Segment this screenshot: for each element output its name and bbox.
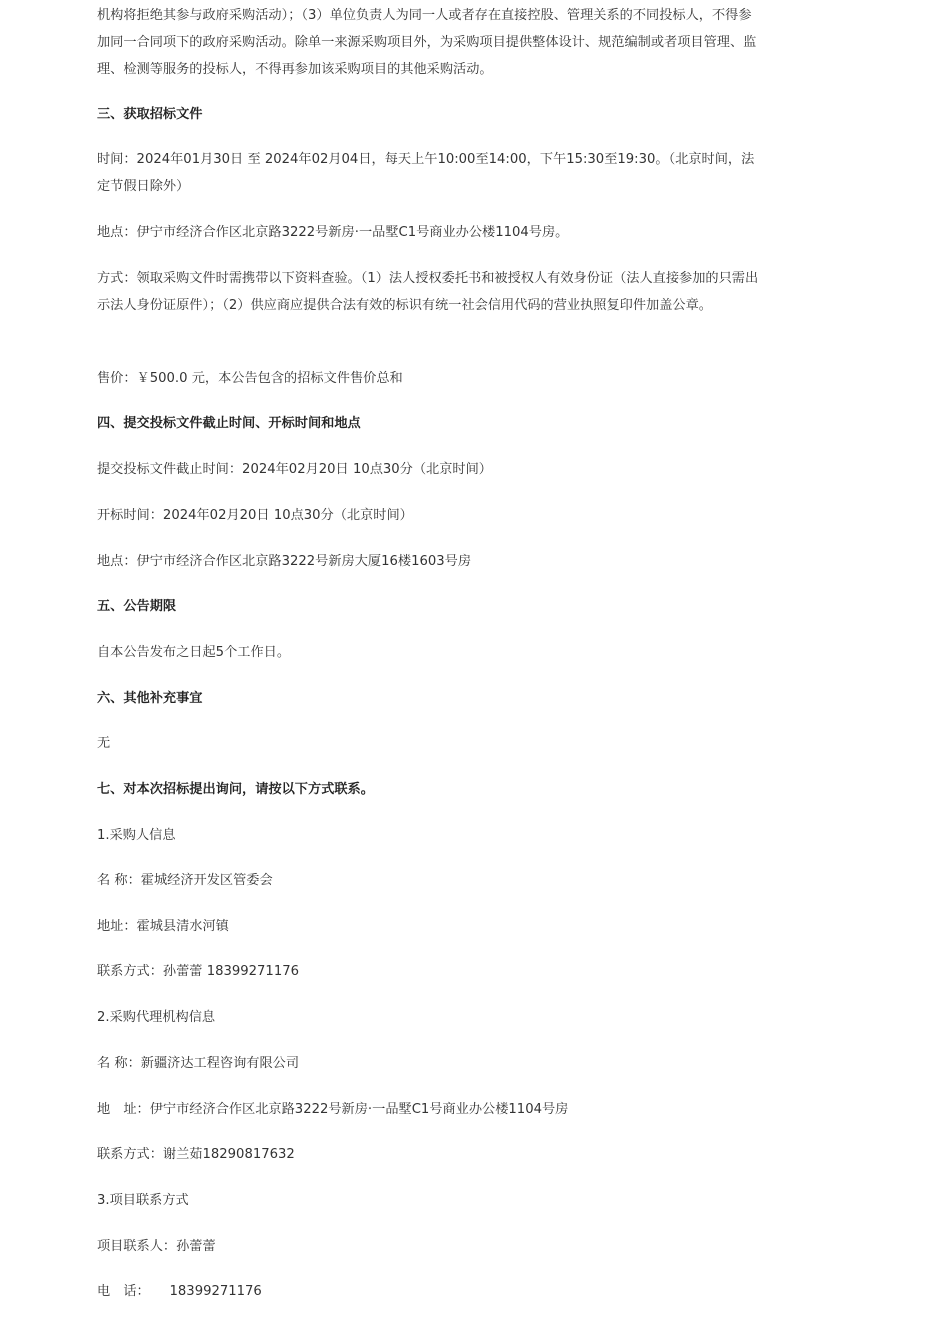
section4-deadline: 提交投标文件截止时间：2024年02月20日 10点30分（北京时间） bbox=[97, 462, 492, 477]
agency-info-title: 2.采购代理机构信息 bbox=[97, 1010, 216, 1025]
section3-price: 售价：￥500.0 元，本公告包含的招标文件售价总和 bbox=[97, 371, 403, 386]
purchaser-name: 名 称：霍城经济开发区管委会 bbox=[97, 873, 273, 888]
project-contact-title: 3.项目联系方式 bbox=[97, 1193, 189, 1208]
intro-continued-paragraph: 机构将拒绝其参与政府采购活动）；（3）单位负责人为同一人或者存在直接控股、管理关系的不同投标人，不得参加同一合同项下的政府采购活动。除单一来源采购项目外，为采购项目提供整体设计、规范编制或者项目管理、监理、检测等服务的投标人，不得再参加该采购项目的其他采购活动。 bbox=[97, 8, 757, 77]
section7-heading: 七、对本次招标提出询问，请按以下方式联系。 bbox=[97, 782, 374, 797]
project-phone: 电 话： 18399271176 bbox=[97, 1284, 262, 1299]
section6-heading: 六、其他补充事宜 bbox=[97, 691, 203, 706]
section3-heading: 三、获取招标文件 bbox=[97, 107, 203, 122]
purchaser-info-title: 1.采购人信息 bbox=[97, 828, 176, 843]
section6-text: 无 bbox=[97, 736, 111, 751]
section5-text: 自本公告发布之日起5个工作日。 bbox=[97, 645, 291, 660]
agency-contact: 联系方式：谢兰茹18290817632 bbox=[97, 1147, 295, 1162]
section4-heading: 四、提交投标文件截止时间、开标时间和地点 bbox=[97, 416, 361, 431]
agency-name: 名 称：新疆济达工程咨询有限公司 bbox=[97, 1056, 300, 1071]
section5-heading: 五、公告期限 bbox=[97, 599, 177, 614]
section3-method: 方式：领取采购文件时需携带以下资料查验。（1）法人授权委托书和被授权人有效身份证（法人直接参加的只需出示法人身份证原件）；（2）供应商应提供合法有效的标识有统一社会信用代码的营业执照复印件加盖公章。 bbox=[97, 271, 759, 313]
section4-opening: 开标时间：2024年02月20日 10点30分（北京时间） bbox=[97, 508, 413, 523]
purchaser-contact: 联系方式：孙蕾蕾 18399271176 bbox=[97, 964, 299, 979]
section4-location: 地点：伊宁市经济合作区北京路3222号新房大厦16楼1603号房 bbox=[97, 554, 472, 569]
agency-address: 地 址：伊宁市经济合作区北京路3222号新房·一品墅C1号商业办公楼1104号房 bbox=[97, 1102, 569, 1117]
purchaser-address: 地址：霍城县清水河镇 bbox=[97, 919, 229, 934]
section3-location: 地点：伊宁市经济合作区北京路3222号新房·一品墅C1号商业办公楼1104号房。 bbox=[97, 225, 569, 240]
section3-time: 时间：2024年01月30日 至 2024年02月04日，每天上午10:00至14:00，下午15:30至19:30。（北京时间，法定节假日除外） bbox=[97, 152, 755, 194]
project-contact-person: 项目联系人：孙蕾蕾 bbox=[97, 1239, 216, 1254]
